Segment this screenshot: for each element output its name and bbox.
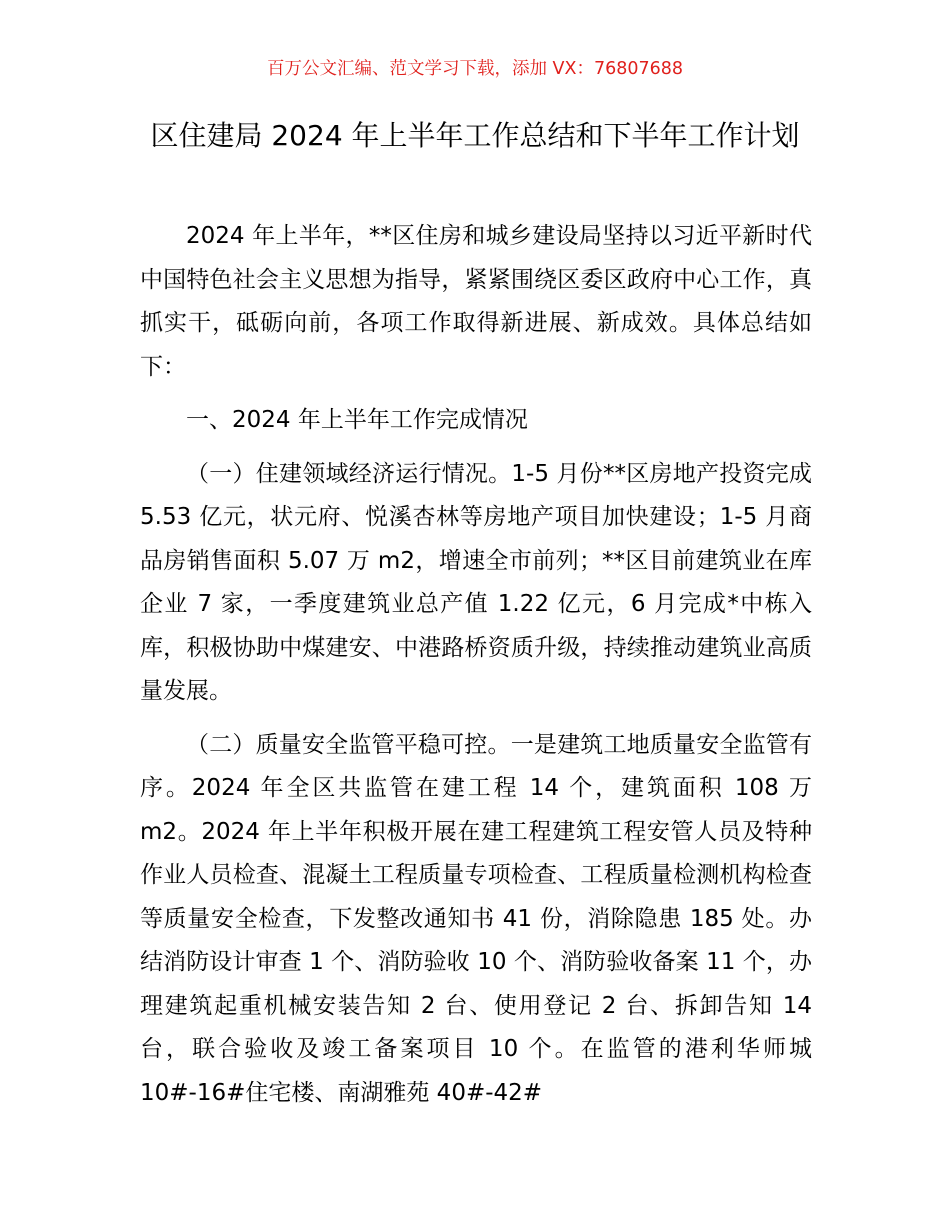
document-title: 区住建局 2024 年上半年工作总结和下半年工作计划 [150, 119, 800, 152]
quality-safety-paragraph: （二）质量安全监管平稳可控。一是建筑工地质量安全监管有序。2024 年全区共监管在建工程 14 个，建筑面积 108 万 m2。2024 年上半年积极开展在建工程建筑工程安管人员及特种作业人员检查、混凝土工程质量专项检查、工程质量检测机构检查等质量安全检查，下发整改通知书 41 份，消除隐患 185 处。办结消防设计审查 1 个、消防验收 10 个、消防验收备案 11 个，办理建筑起重机械安装告知 2 台、使用登记 2 台、拆卸告知 14 台，联合验收及竣工备案项目 10 个。在监管的港利华师城 10#-16#住宅楼、南湖雅苑 40#-42# [140, 731, 812, 1106]
header-banner: 百万公文汇编、范文学习下载，添加 VX：76807688 [266, 59, 684, 79]
economic-operation-paragraph: （一）住建领域经济运行情况。1-5 月份**区房地产投资完成 5.53 亿元，状元府、悦溪杏林等房地产项目加快建设；1-5 月商品房销售面积 5.07 万 m2，增速全市前列；**区目前建筑业在库企业 7 家，一季度建筑业总产值 1.22 亿元，6 月完成*中栋入库，积极协助中煤建安、中港路桥资质升级，持续推动建筑业高质量发展。 [140, 460, 812, 704]
document-body [140, 215, 812, 1115]
section-heading: 一、2024 年上半年工作完成情况 [186, 407, 528, 433]
intro-paragraph: 2024 年上半年，**区住房和城乡建设局坚持以习近平新时代中国特色社会主义思想为指导，紧紧围绕区委区政府中心工作，真抓实干，砥砺向前，各项工作取得新进展、新成效。具体总结如下： [140, 223, 812, 380]
